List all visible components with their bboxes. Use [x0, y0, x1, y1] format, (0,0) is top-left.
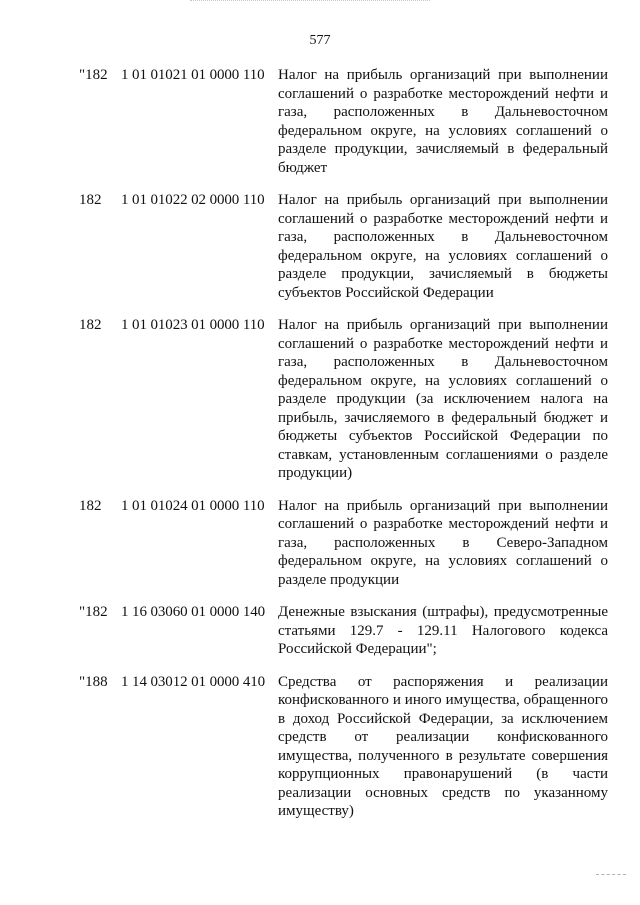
table-row	[0, 191, 640, 302]
administrator-code: 182	[79, 497, 102, 514]
revenue-description: Налог на прибыль организаций при выполнении соглашений о разработке месторождений нефти и газа, расположенных в Дальневосточном федеральном округе, на условиях соглашений о разделе продукции, зачисляемый в бюджеты субъектов Российской Федерации	[278, 192, 608, 301]
page-number: 577	[309, 33, 331, 48]
budget-classification-code: 1 14 03012 01 0000 410	[121, 673, 266, 690]
administrator-code: "182	[79, 604, 108, 620]
revenue-description: Налог на прибыль организаций при выполнении соглашений о разработке месторождений нефти и газа, расположенных в Северо-Западном федеральном округе, на условиях соглашений о разделе продукции	[278, 497, 608, 588]
administrator-code: 182	[79, 317, 102, 333]
table-row	[0, 673, 640, 821]
budget-classification-code: 1 16 03060 01 0000 140	[121, 604, 266, 620]
table-row	[0, 603, 640, 659]
administrator-code: 182	[79, 192, 102, 208]
revenue-description: Средства от распоряжения и реализации конфискованного и иного имущества, обращенного в доход Российской Федерации, за исключением средств от реализации конфискованного имущества, полученного в результате совершения коррупционных правонарушений (в части реализации основных средств по указанному имуществу)	[278, 673, 608, 819]
budget-classification-code: 1 01 01023 01 0000 110	[121, 317, 265, 333]
scan-edge-line	[190, 0, 430, 2]
revenue-description: Налог на прибыль организаций при выполнении соглашений о разработке месторождений нефти и газа, расположенных в Дальневосточном федеральном округе, на условиях соглашений о разделе продукции, зачисляемый в федеральный бюджет	[278, 67, 608, 176]
revenue-description: Налог на прибыль организаций при выполнении соглашений о разработке месторождений нефти и газа, расположенных в Дальневосточном федеральном округе, на условиях соглашений о разделе продукции (за исключением налога на прибыль, зачисляемого в федеральный бюджет и бюджеты субъектов Российской Федерации по ставкам, установленным соглашениями о разделе продукции)	[278, 317, 608, 481]
revenue-description: Денежные взыскания (штрафы), предусмотренные статьями 129.7 - 129.11 Налогового кодекса Российской Федерации";	[278, 604, 608, 657]
budget-classification-code: 1 01 01021 01 0000 110	[121, 67, 265, 83]
table-row	[0, 66, 640, 177]
scan-edge-mark	[596, 874, 626, 876]
budget-classification-code: 1 01 01022 02 0000 110	[121, 192, 265, 208]
administrator-code: "188	[79, 673, 108, 690]
code-table	[0, 66, 640, 835]
budget-classification-code: 1 01 01024 01 0000 110	[121, 497, 265, 514]
table-row	[0, 497, 640, 590]
table-row	[0, 316, 640, 483]
administrator-code: "182	[79, 67, 108, 83]
